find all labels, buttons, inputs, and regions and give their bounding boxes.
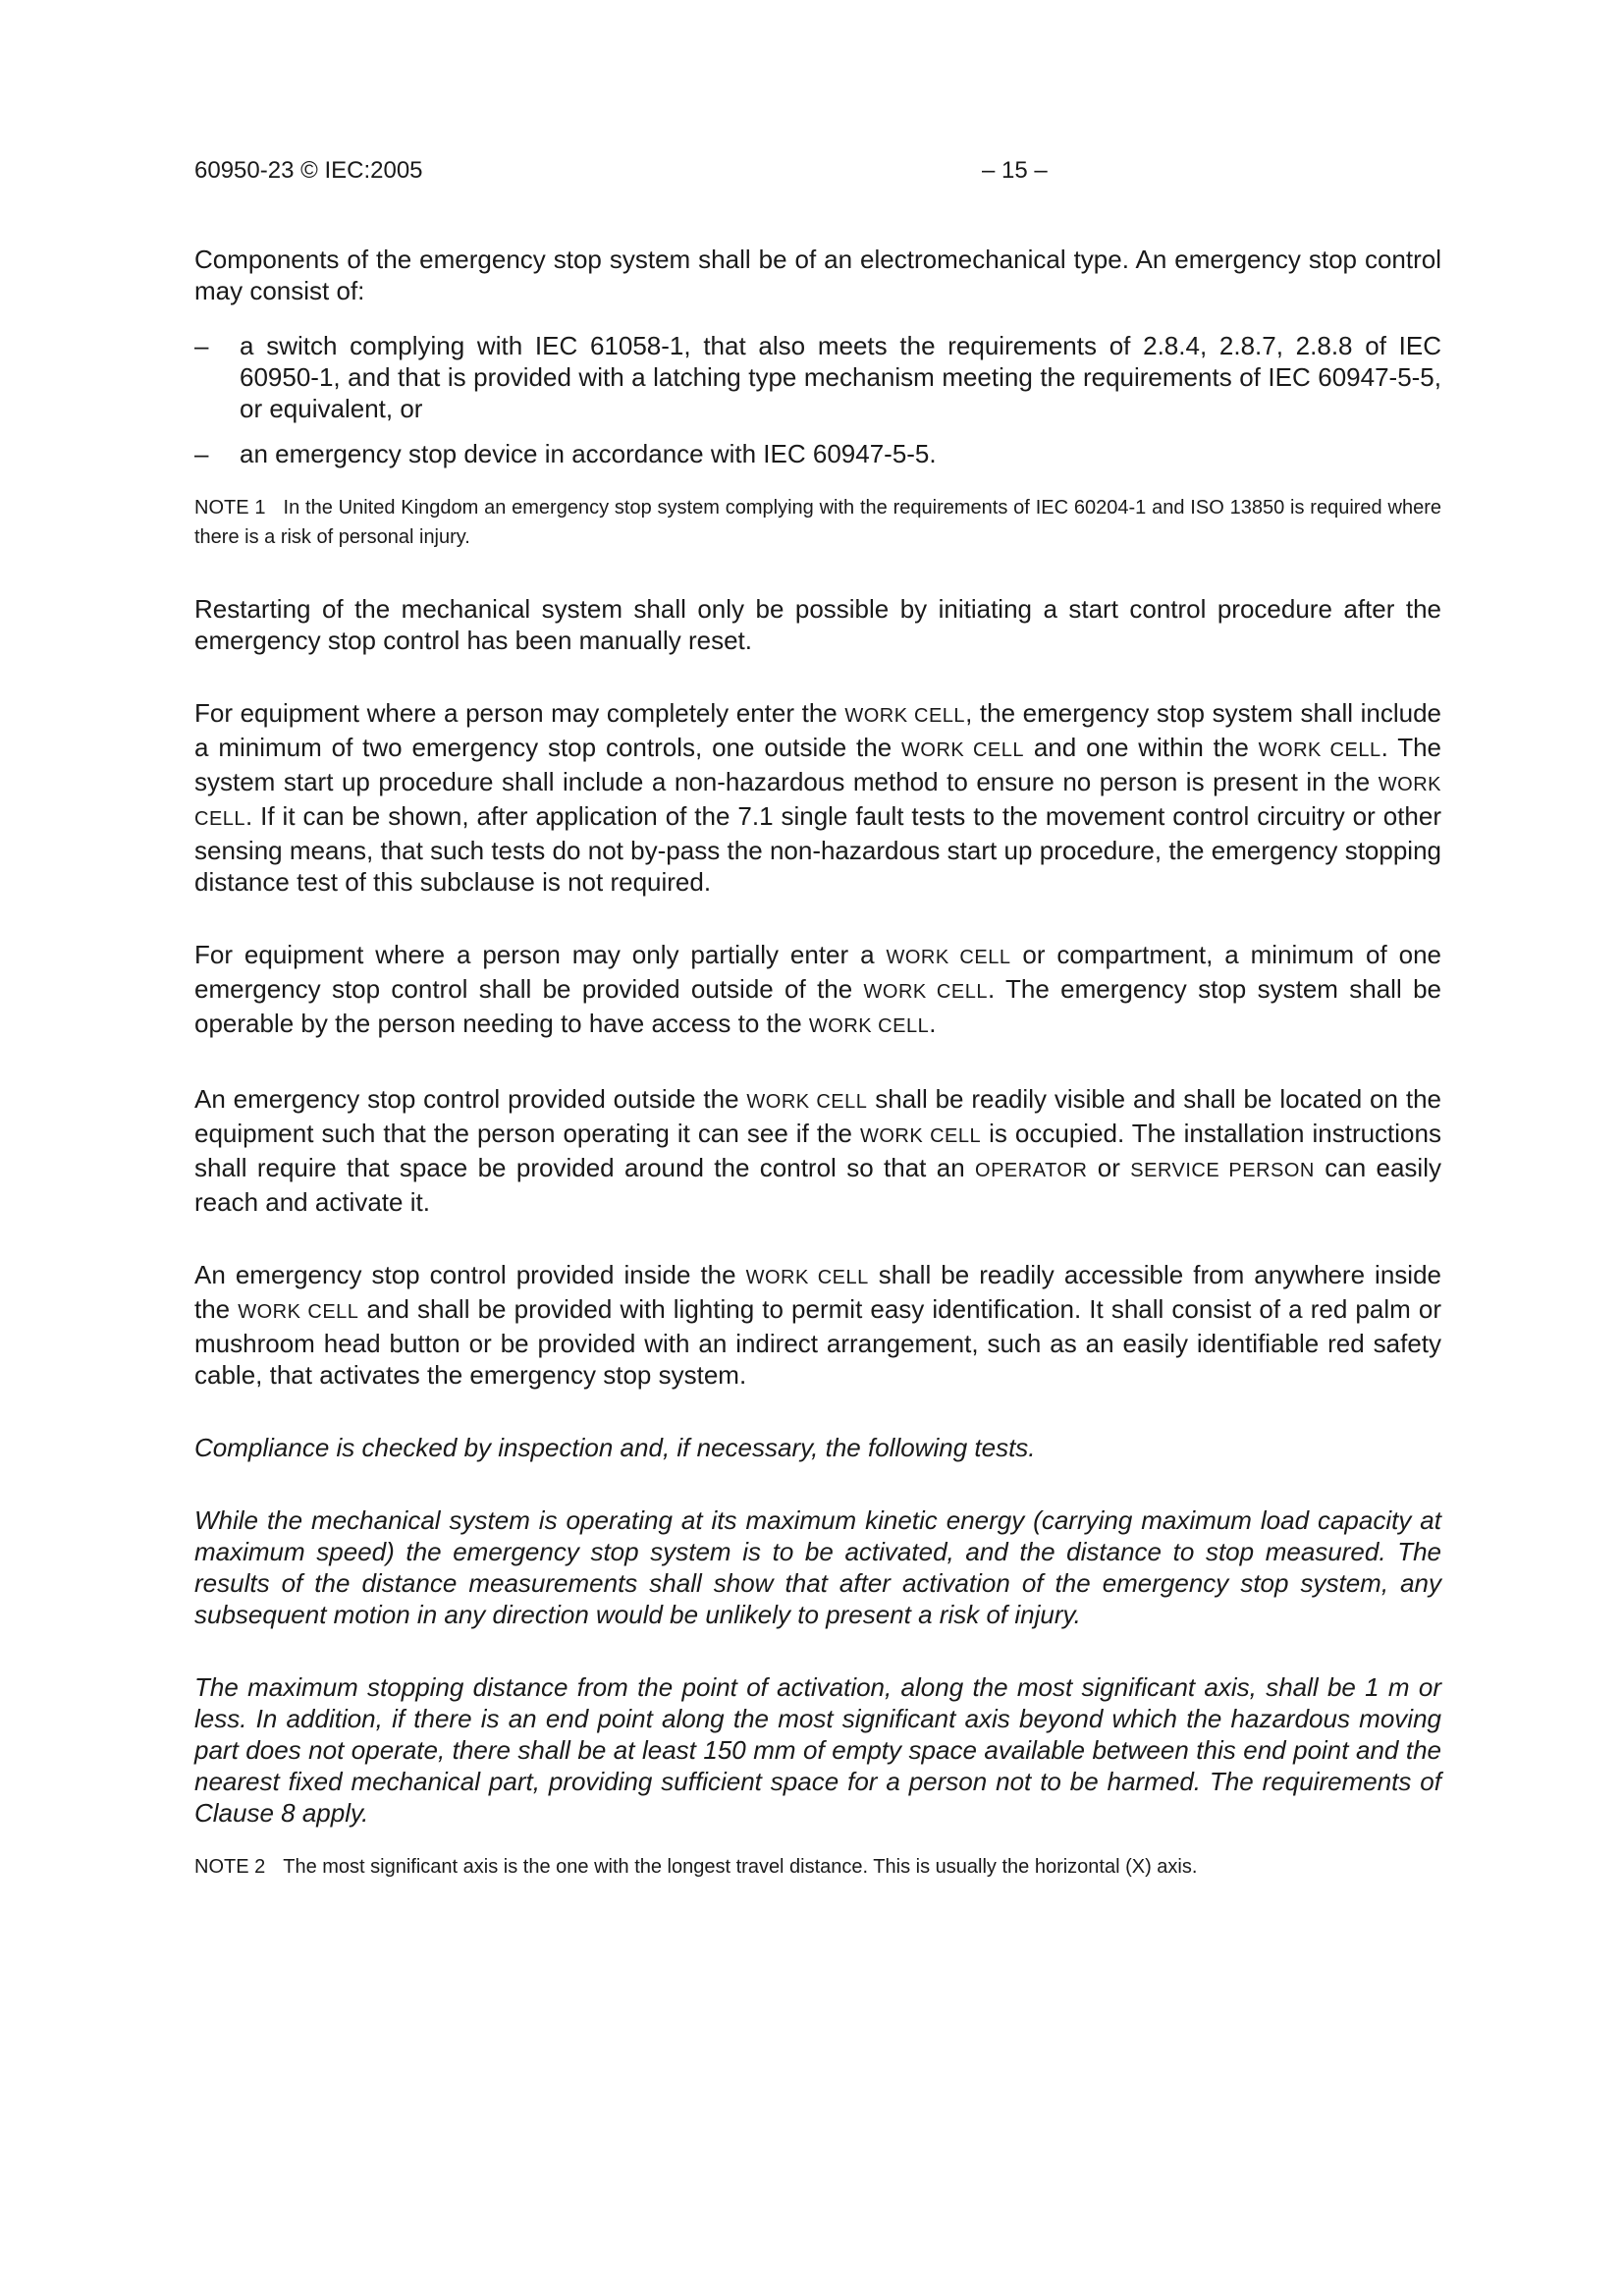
note-2: [194, 1852, 1441, 1882]
partial-entry-paragraph: [194, 939, 1441, 1042]
text-run: is occupied. The installation instructions shall require that space be provided around the control so that an: [194, 1119, 1441, 1182]
term-service-person: SERVICE PERSON: [1130, 1160, 1315, 1181]
text-run: can easily reach and activate it.: [194, 1153, 1441, 1217]
text-run: shall be readily visible and shall be located on the equipment such that the person operating it can see if the: [194, 1084, 1441, 1148]
list-item-text: an emergency stop device in accordance with IEC 60947-5-5.: [240, 439, 937, 468]
term-work-cell: WORK CELL: [808, 1015, 930, 1037]
note-text: The most significant axis is the one with the longest travel distance. This is usually the horizontal (X) axis.: [283, 1856, 1198, 1878]
note-label: NOTE 1: [194, 497, 266, 519]
text-run: . The system start up procedure shall include a non-hazardous method to ensure no person is present in the: [194, 733, 1441, 796]
text-run: . If it can be shown, after application of the 7.1 single fault tests to the movement control circuitry or other sensing means, that such tests do not by-pass the non-hazardous start up procedure, the emergency stopping distance test of this subclause is not required.: [194, 801, 1441, 897]
text-run: An emergency stop control provided outside the: [194, 1084, 747, 1114]
list-item: [194, 330, 1441, 424]
term-operator: OPERATOR: [975, 1160, 1088, 1181]
term-work-cell: WORK CELL: [863, 981, 988, 1003]
term-work-cell: WORK CELL: [844, 705, 966, 727]
term-work-cell: WORK CELL: [746, 1091, 868, 1113]
page-number: – 15 –: [982, 157, 1048, 184]
page-content: [194, 244, 1441, 1882]
text-run: For equipment where a person may completely enter the: [194, 698, 845, 728]
term-work-cell: WORK CELL: [1258, 739, 1381, 761]
complete-entry-paragraph: [194, 697, 1441, 898]
max-stopping-distance-paragraph: The maximum stopping distance from the point of activation, along the most significant axis, shall be 1 m or less. In addition, if there is an end point along the most significant axis beyond which the hazardous moving part does not operate, there shall be at least 150 mm of empty space available between this end point and the nearest fixed mechanical part, providing sufficient space for a person not to be harmed. The requirements of Clause 8 apply.: [194, 1672, 1441, 1828]
term-work-cell: WORK CELL: [901, 739, 1024, 761]
text-run: and one within the: [1023, 733, 1259, 762]
list-dash: –: [194, 439, 209, 468]
restart-paragraph: Restarting of the mechanical system shall only be possible by initiating a start control procedure after the emergency stop control has been manually reset.: [194, 594, 1441, 655]
text-run: , the emergency stop system shall include a minimum of two emergency stop controls, one outside the: [194, 698, 1441, 762]
intro-paragraph: Components of the emergency stop system shall be of an electromechanical type. An emergency stop control may consist of:: [194, 245, 1441, 305]
document-id: 60950-23 © IEC:2005: [194, 157, 423, 184]
text-run: and shall be provided with lighting to permit easy identification. It shall consist of a red palm or mushroom head button or be provided with an indirect arrangement, such as an easily identifiable red safety cable, that activates the emergency stop system.: [194, 1294, 1441, 1390]
term-work-cell: WORK CELL: [745, 1267, 869, 1288]
term-work-cell: WORK CELL: [860, 1125, 982, 1147]
text-run: or compartment, a minimum of one emergency stop control shall be provided outside of the: [194, 940, 1441, 1004]
text-run: .: [929, 1009, 937, 1038]
note-1: [194, 493, 1441, 552]
list-item: [194, 438, 1441, 469]
note-text: In the United Kingdom an emergency stop system complying with the requirements of IEC 60204-1 and ISO 13850 is required where there is a risk of personal injury.: [194, 497, 1441, 548]
list-item-text: a switch complying with IEC 61058-1, that also meets the requirements of 2.8.4, 2.8.7, 2.8.8 of IEC 60950-1, and that is provided with a latching type mechanism meeting the requirements of IEC 60947-5-5, or equivalent, or: [240, 331, 1441, 423]
test-procedure-paragraph: While the mechanical system is operating at its maximum kinetic energy (carrying maximum load capacity at maximum speed) the emergency stop system is to be activated, and the distance to stop measured. The results of the distance measurements shall show that after activation of the emergency stop system, any subsequent motion in any direction would be unlikely to present a risk of injury.: [194, 1505, 1441, 1629]
term-work-cell: WORK CELL: [238, 1301, 359, 1323]
text-run: . The emergency stop system shall be operable by the person needing to have access to the: [194, 974, 1441, 1038]
text-run: or: [1087, 1153, 1131, 1182]
compliance-statement: Compliance is checked by inspection and, if necessary, the following tests.: [194, 1433, 1036, 1462]
term-work-cell: WORK CELL: [194, 774, 1441, 830]
text-run: For equipment where a person may only partially enter a: [194, 940, 887, 969]
outside-control-paragraph: [194, 1083, 1441, 1218]
list-dash: –: [194, 331, 209, 360]
term-work-cell: WORK CELL: [886, 947, 1011, 968]
inside-control-paragraph: [194, 1259, 1441, 1391]
note-label: NOTE 2: [194, 1856, 266, 1878]
page-header: [194, 157, 1441, 189]
text-run: shall be readily accessible from anywhere inside the: [194, 1260, 1441, 1324]
text-run: An emergency stop control provided inside the: [194, 1260, 746, 1289]
